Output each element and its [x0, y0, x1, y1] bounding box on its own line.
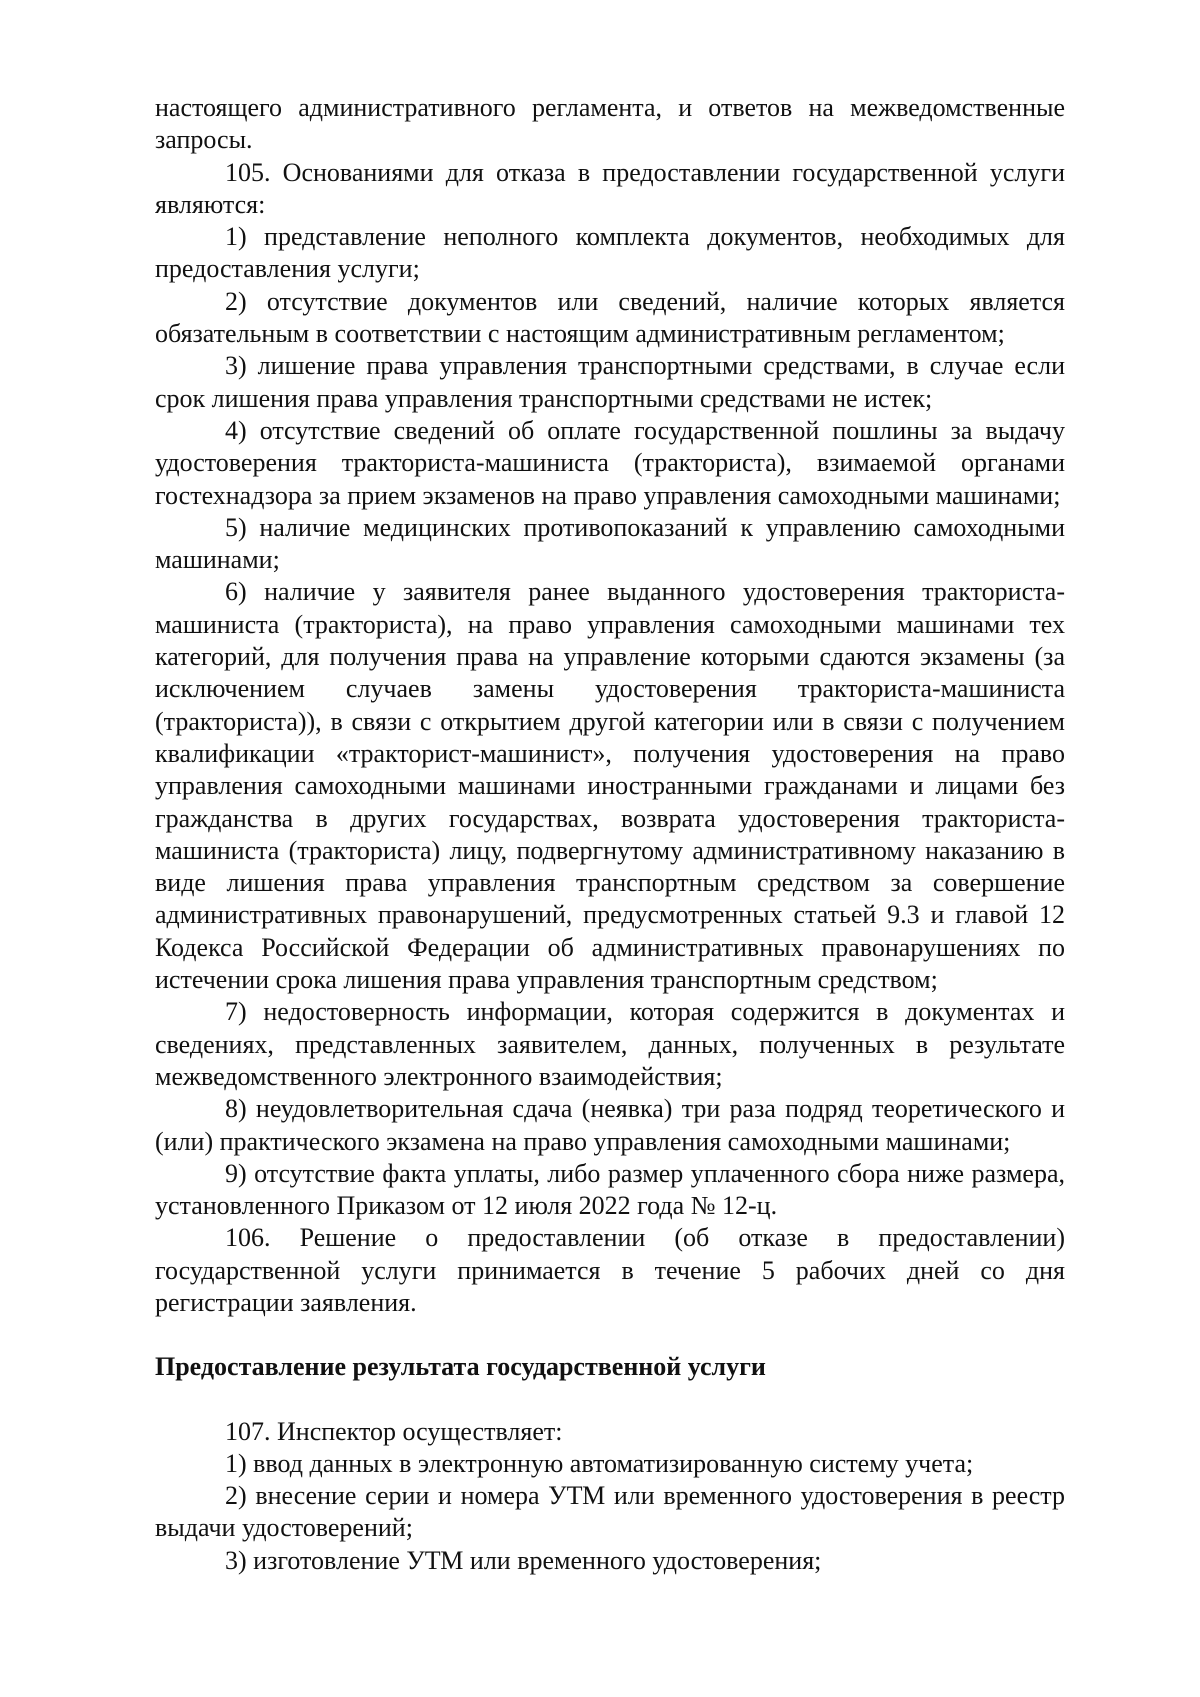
- paragraph-p105-7: 7) недостоверность информации, которая содержится в документах и сведениях, представленных заявителем, данных, полученных в результате межведомственного электронного взаимодействия;: [155, 997, 1065, 1091]
- paragraph-p107-2: 2) внесение серии и номера УТМ или временного удостоверения в реестр выдачи удостоверений;: [155, 1481, 1065, 1543]
- paragraph-p105-2: 2) отсутствие документов или сведений, наличие которых является обязательным в соответствии с настоящим административным регламентом;: [155, 286, 1065, 349]
- paragraph-group-result-provision: [155, 1416, 1065, 1577]
- paragraph-p105: 105. Основаниями для отказа в предоставлении государственной услуги являются:: [155, 157, 1065, 219]
- paragraph-p106: 106. Решение о предоставлении (об отказе в предоставлении) государственной услуги принимается в течение 5 рабочих дней со дня регистрации заявления.: [155, 1223, 1065, 1317]
- paragraph-p105-6: 6) наличие у заявителя ранее выданного удостоверения тракториста-машиниста (тракториста), на право управления самоходными машинами тех категорий, для получения права на управление которыми сдаются экзамены (за исключением случаев замены удостоверения тракториста-машиниста (тракториста)), в связи с открытием другой категории или в связи с получением квалификации «тракторист-машинист», получения удостоверения на право управления самоходными машинами иностранными гражданами и лицами без гражданства в других государствах, возврата удостоверения тракториста-машиниста (тракториста) лицу, подвергнутому административному наказанию в виде лишения права управления транспортным средством за совершение административных правонарушений, предусмотренных статьей 9.3 и главой 12 Кодекса Российской Федерации об административных правонарушениях по истечении срока лишения права управления транспортным средством;: [155, 577, 1065, 995]
- document-body: [155, 92, 1065, 1577]
- paragraph-p107: 107. Инспектор осуществляет:: [225, 1416, 563, 1446]
- paragraph-p105-4: 4) отсутствие сведений об оплате государственной пошлины за выдачу удостоверения тракториста-машиниста (тракториста), взимаемой органами гостехнадзора за прием экзаменов на право управления самоходными машинами;: [155, 415, 1065, 510]
- paragraph-intro-end: настоящего административного регламента, и ответов на межведомственные запросы.: [155, 93, 1065, 155]
- paragraph-p107-3: 3) изготовление УТМ или временного удостоверения;: [225, 1545, 822, 1575]
- paragraph-p105-8: 8) неудовлетворительная сдача (неявка) три раза подряд теоретического и (или) практического экзамена на право управления самоходными машинами;: [155, 1094, 1065, 1156]
- paragraph-p105-3: 3) лишение права управления транспортными средствами, в случае если срок лишения права управления транспортными средствами не истек;: [155, 351, 1065, 413]
- paragraph-p105-5: 5) наличие медицинских противопоказаний к управлению самоходными машинами;: [155, 512, 1065, 575]
- paragraph-group-refusal-grounds: [155, 92, 1065, 1319]
- paragraph-p105-1: 1) представление неполного комплекта документов, необходимых для предоставления услуги;: [155, 222, 1065, 284]
- paragraph-p105-9: 9) отсутствие факта уплаты, либо размер уплаченного сбора ниже размера, установленного Приказом от 12 июля 2022 года № 12-ц.: [155, 1158, 1065, 1221]
- section-heading: Предоставление результата государственной услуги: [155, 1352, 766, 1382]
- paragraph-p107-1: 1) ввод данных в электронную автоматизированную систему учета;: [225, 1448, 974, 1478]
